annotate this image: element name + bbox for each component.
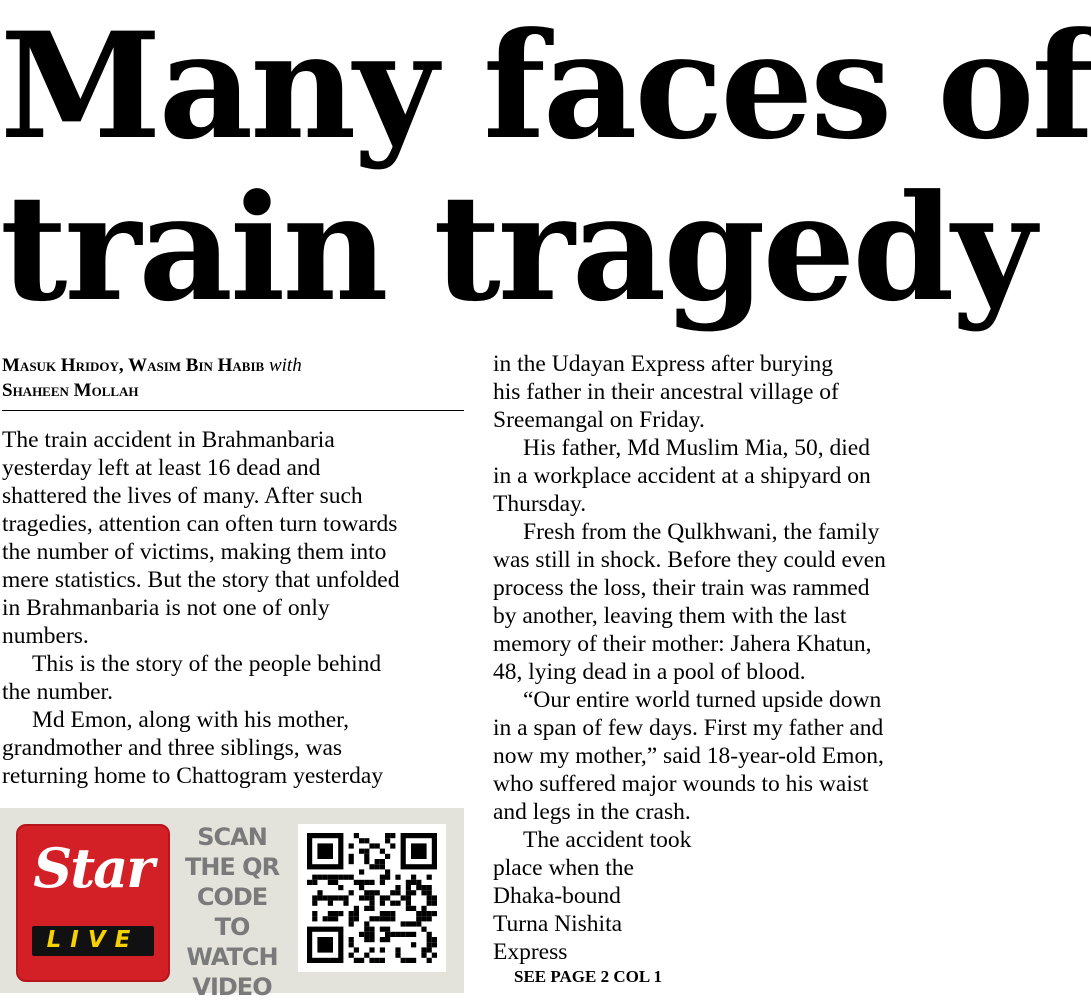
byline xyxy=(2,353,462,403)
text-line: “Our entire world turned upside down xyxy=(523,687,882,713)
text-line: and legs in the crash. xyxy=(493,799,691,825)
paragraph-2 xyxy=(2,650,472,706)
continuation-note: SEE PAGE 2 COL 1 xyxy=(514,967,662,986)
text-line: Express xyxy=(493,939,568,965)
paragraph-7 xyxy=(493,686,953,826)
text-line: His father, Md Muslim Mia, 50, died xyxy=(523,435,870,461)
article-column-1 xyxy=(2,426,472,790)
text-line: 48, lying dead in a pool of blood. xyxy=(493,659,806,685)
headline xyxy=(0,1,1091,334)
text-line: Fresh from the Qulkhwani, the family xyxy=(523,519,880,545)
text-line: grandmother and three siblings, was xyxy=(2,735,343,761)
text-line: Thursday. xyxy=(493,491,587,517)
text-line: the number of victims, making them into xyxy=(2,539,387,565)
text-line: in Brahmanbaria is not one of only xyxy=(2,595,330,621)
byline-coauthor: Shaheen Mollah xyxy=(2,380,139,401)
article-column-2 xyxy=(493,350,953,966)
text-line: by another, leaving them with the last xyxy=(493,603,847,629)
text-line: numbers. xyxy=(2,623,89,649)
paragraph-1 xyxy=(2,426,472,650)
qr-code-icon[interactable] xyxy=(298,824,446,972)
text-line: was still in shock. Before they could even xyxy=(493,547,886,573)
text-line: mere statistics. But the story that unfolded xyxy=(2,567,400,593)
headline-line-2: train tragedy xyxy=(0,163,1034,334)
text-line: Turna Nishita xyxy=(493,911,623,937)
paragraph-6 xyxy=(493,518,953,686)
text-line: The train accident in Brahmanbaria xyxy=(2,427,335,453)
scan-line: CODE TO xyxy=(196,883,268,941)
paragraph-8 xyxy=(493,826,953,966)
logo-star-text: Star xyxy=(33,836,153,900)
text-line: The accident took xyxy=(523,827,692,853)
star-live-logo[interactable] xyxy=(16,824,170,982)
byline-divider xyxy=(2,410,464,411)
text-line: in a workplace accident at a shipyard on xyxy=(493,463,871,489)
text-line: Md Emon, along with his mother, xyxy=(32,707,349,733)
text-line: Sreemangal on Friday. xyxy=(493,407,705,433)
byline-authors: Masuk Hridoy, Wasim Bin Habib xyxy=(2,355,265,376)
logo-live-band xyxy=(32,926,154,956)
paragraph-3 xyxy=(2,706,472,790)
text-line: process the loss, their train was rammed xyxy=(493,575,870,601)
logo-live-text: LIVE xyxy=(46,927,140,953)
text-line: shattered the lives of many. After such xyxy=(2,483,363,509)
text-line: tragedies, attention can often turn towards xyxy=(2,511,398,537)
text-line: This is the story of the people behind xyxy=(32,651,382,677)
paragraph-5 xyxy=(493,434,953,518)
scan-line: WATCH xyxy=(186,943,278,971)
scan-line: SCAN xyxy=(197,823,267,851)
star-live-promo xyxy=(0,808,464,1001)
byline-with: with xyxy=(268,355,302,376)
text-line: yesterday left at least 16 dead and xyxy=(2,455,321,481)
text-line: place when the xyxy=(493,855,634,881)
paragraph-4 xyxy=(493,350,953,434)
text-line: returning home to Chattogram yesterday xyxy=(2,763,384,789)
scan-line: THE QR xyxy=(184,853,280,881)
qr-code-graphic xyxy=(298,824,446,972)
text-line: memory of their mother: Jahera Khatun, xyxy=(493,631,872,657)
text-line: his father in their ancestral village of xyxy=(493,379,839,405)
scan-instruction xyxy=(180,822,284,1002)
text-line: who suffered major wounds to his waist xyxy=(493,771,869,797)
text-line: now my mother,” said 18-year-old Emon, xyxy=(493,743,884,769)
headline-line-1: Many faces of xyxy=(0,1,1091,172)
text-line: the number. xyxy=(2,679,113,705)
scan-line: VIDEO xyxy=(192,973,272,1001)
text-line: in the Udayan Express after burying xyxy=(493,351,833,377)
text-line: in a span of few days. First my father and xyxy=(493,715,884,741)
text-line: Dhaka-bound xyxy=(493,883,621,909)
